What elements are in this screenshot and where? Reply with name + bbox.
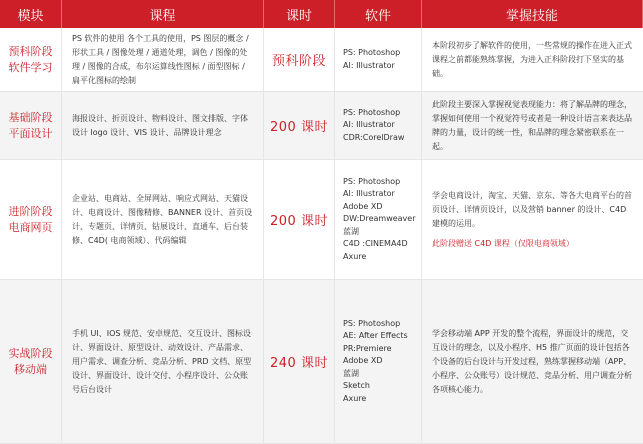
header-module: 模块 (0, 0, 62, 28)
row-hours: 200 课时 (264, 92, 335, 160)
software-item: AI: Illustrator (343, 60, 395, 70)
software-item: Adobe XD (343, 201, 383, 211)
software-item: CDR:CorelDraw (343, 132, 405, 142)
header-software: 软件 (335, 0, 422, 28)
row-software (335, 280, 422, 444)
software-item: C4D :CINEMA4D (343, 239, 408, 249)
software-item: PS: Photoshop (343, 176, 401, 186)
row-skills (422, 92, 643, 160)
software-item: PS: Photoshop (343, 48, 401, 57)
row-skills (422, 280, 643, 444)
software-item: Sketch (343, 381, 370, 391)
skills-text: 此阶段主要深入掌握视觉表现能力：将了解品牌的理念，掌握如何使用一个视觉符号或者是一种设计语言来表达品牌的力量，设计的统一性，和品牌的理念紧密联系在一起。 (432, 99, 632, 151)
row-skills (422, 160, 643, 280)
row-course: 海报设计、折页设计、物料设计、图文排版、字体设计 logo 设计、VIS 设计、品牌设计理念 (62, 92, 264, 160)
module-line: 实战阶段 (8, 346, 53, 360)
row-module (0, 280, 62, 444)
header-hours: 课时 (264, 0, 335, 28)
row-hours: 预科阶段 (264, 28, 335, 92)
software-item: Axure (343, 393, 367, 403)
software-item: Adobe XD (343, 356, 383, 366)
skills-text: 学会电商设计，淘宝、天猫、京东、等各大电商平台的首页设计、详情页设计，以及营销 banner 的设计、C4D 建模的运用。 (432, 190, 632, 228)
module-line: 电商网页 (8, 220, 53, 234)
software-item: PS: Photoshop (343, 318, 401, 328)
header-skills: 掌握技能 (422, 0, 643, 28)
module-line: 预科阶段 (8, 44, 53, 58)
module-line: 移动端 (14, 362, 47, 376)
row-skills (422, 28, 643, 92)
row-module (0, 92, 62, 160)
software-item: PR:Premiere (343, 343, 392, 353)
software-item: AI: Illustrator (343, 120, 395, 130)
row-course: PS 软件的使用 各个工具的使用，PS 图层的概念 / 形状工具 / 图像处理 / 通道处理，调色 / 图像的处理 / 图像的合成，布尔运算线性图标 / 面型图标 / 扁平化图标的绘制 (62, 28, 264, 92)
skills-text: 本阶段初步了解软件的使用，一些常规的操作在进入正式课程之前都能熟练掌握，为进入正科阶段打下坚实的基础。 (432, 40, 632, 78)
skills-text: 学会移动端 APP 开发的整个流程，界面设计的规范，交互设计的理念，以及小程序、H5 推广页面的设计包括各个设备的后台设计与开发过程，熟练掌握移动端（APP、小程序、公众账号）设计规范、竞品分析、用户调查分析各项核心能力。 (432, 328, 632, 394)
software-item: DW:Dreamweaver (343, 214, 416, 224)
row-software (335, 160, 422, 280)
software-item: 蓝湖 (343, 368, 359, 378)
software-item: PS: Photoshop (343, 107, 401, 117)
row-software (335, 92, 422, 160)
row-module (0, 160, 62, 280)
row-software (335, 28, 422, 92)
software-item: Axure (343, 251, 367, 261)
software-item: AI: Illustrator (343, 189, 395, 199)
software-item: 蓝湖 (343, 226, 359, 236)
header-course: 课程 (62, 0, 264, 28)
row-module (0, 28, 62, 92)
row-hours: 200 课时 (264, 160, 335, 280)
software-item: AE: After Effects (343, 331, 408, 341)
module-line: 平面设计 (8, 126, 53, 140)
module-line: 进阶阶段 (8, 204, 53, 218)
module-line: 软件学习 (8, 60, 53, 74)
row-course: 企业站、电商站、全屏网站、响应式网站、天猫设计、电商设计、图像精修、BANNER 设计、首页设计、专题页、详情页、钻展设计、直通车、后台装修、C4D( 电商领域）、代码编辑 (62, 160, 264, 280)
module-line: 基础阶段 (8, 110, 53, 124)
row-hours: 240 课时 (264, 280, 335, 444)
promo-text: 此阶段赠送 C4D 课程（仅限电商领域） (432, 238, 574, 248)
row-course: 手机 UI、IOS 规范、安卓规范、交互设计、图标设计、界面设计、原型设计、动效设计、产品需求、用户需求、调查分析、竞品分析、PRD 文档、原型设计、界面设计、设计交付、小程序设计、公众账号后台设计 (62, 280, 264, 444)
